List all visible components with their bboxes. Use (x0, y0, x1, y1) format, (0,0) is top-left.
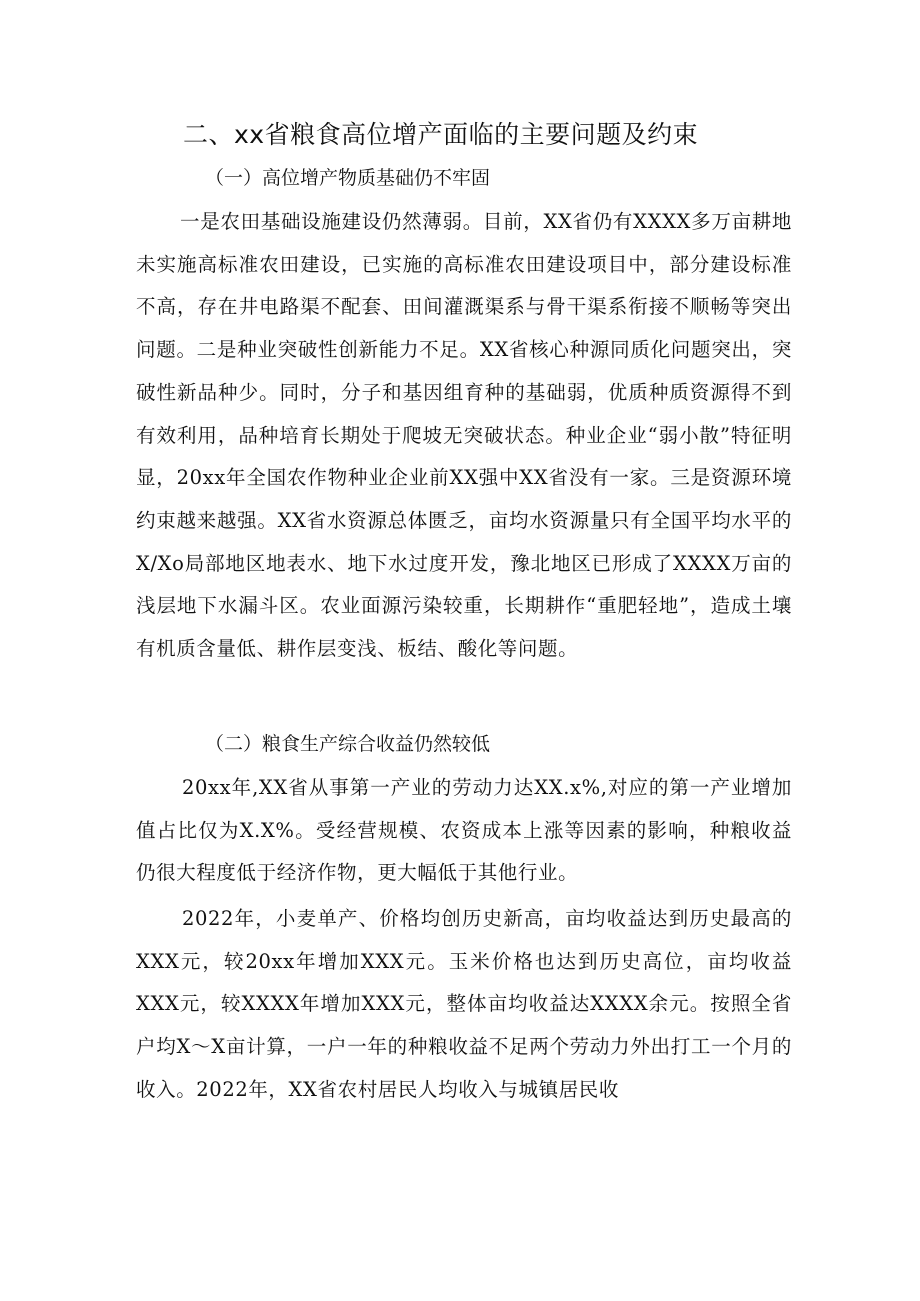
section-title: 二、xx省粮食高位增产面临的主要问题及约束 (183, 120, 699, 149)
subsection-heading-2: （二）粮食生产综合收益仍然较低 (205, 733, 491, 755)
paragraph-labor-share: 20xx年,XX省从事第一产业的劳动力达XX.x%,对应的第一产业增加值占比仅为X.X%。受经营规模、农资成本上涨等因素的影响，种粮收益仍很大程度低于经济作物，更大幅低于其他行业。 (136, 776, 792, 885)
subsection-heading-1: （一）高位增产物质基础仍不牢固 (205, 167, 491, 189)
paragraph-constraints: 一是农田基础设施建设仍然薄弱。目前，XX省仍有XXXX多万亩耕地未实施高标准农田建设，已实施的高标准农田建设项目中，部分建设标准不高，存在井电路渠不配套、田间灌溉渠系与骨干渠系衔接不顺畅等突出问题。二是种业突破性创新能力不足。XX省核心种源同质化问题突出，突破性新品种少。同时，分子和基因组育种的基础弱，优质种质资源得不到有效利用，品种培育长期处于爬坡无突破状态。种业企业“弱小散”特征明显，20xx年全国农作物种业企业前XX强中XX省没有一家。三是资源环境约束越来越强。XX省水资源总体匮乏，亩均水资源量只有全国平均水平的X/Xo局部地区地表水、地下水过度开发，豫北地区已形成了XXXX万亩的浅层地下水漏斗区。农业面源污染较重，长期耕作“重肥轻地”，造成土壤有机质含量低、耕作层变浅、板结、酸化等问题。 (136, 210, 792, 661)
paragraph-income-2022: 2022年，小麦单产、价格均创历史新高，亩均收益达到历史最高的XXX元，较20xx年增加XXX元。玉米价格也达到历史高位，亩均收益XXX元，较XXXX年增加XXX元，整体亩均收益达XXXX余元。按照全省户均X〜X亩计算，一户一年的种粮收益不足两个劳动力外出打工一个月的收入。2022年，XX省农村居民人均收入与城镇居民收 (136, 907, 792, 1101)
